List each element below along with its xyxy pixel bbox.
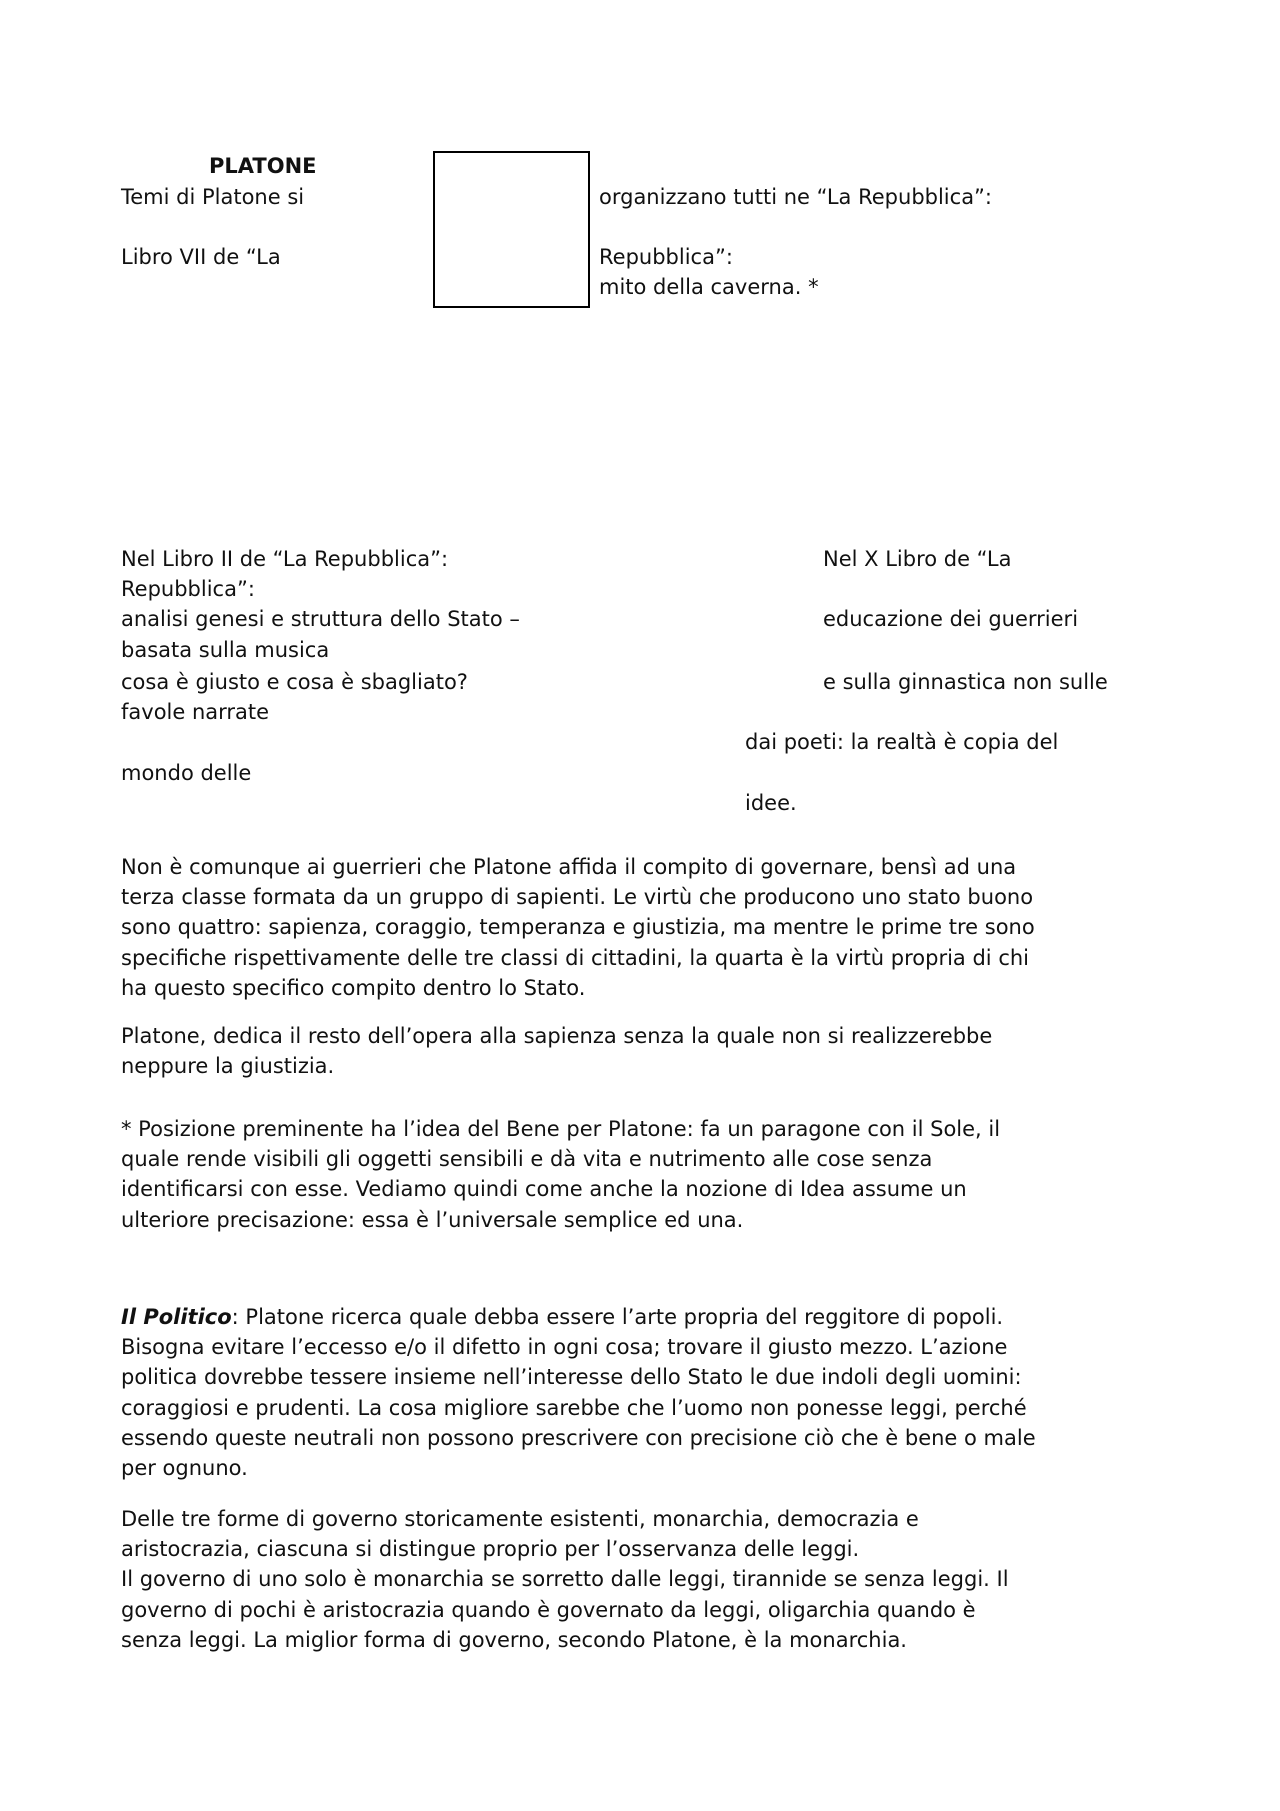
paragraph-line: Il governo di uno solo è monarchia se sorretto dalle leggi, tirannide se senza leggi. Il	[121, 1567, 1009, 1592]
paragraph-line	[121, 1302, 1036, 1332]
image-placeholder-box	[433, 151, 590, 308]
left-column-line: mondo delle	[121, 761, 252, 785]
paragraph-line: quale rende visibili gli oggetti sensibili e dà vita e nutrimento alle cose senza	[121, 1147, 933, 1172]
paragraph-line: * Posizione preminente ha l’idea del Bene per Platone: fa un paragone con il Sole, il	[121, 1117, 1001, 1141]
left-column-line: Repubblica”:	[121, 577, 255, 601]
temi-line: Temi di Platone si	[121, 185, 305, 209]
paragraph-line: governo di pochi è aristocrazia quando è governato da leggi, oligarchia quando è	[121, 1597, 976, 1622]
left-column-line: analisi genesi e struttura dello Stato –	[121, 607, 520, 631]
paragraph-line: sono quattro: sapienza, coraggio, temperanza e giustizia, ma mentre le prime tre sono	[121, 915, 1035, 940]
paragraph-line: essendo queste neutrali non possono prescrivere con precisione ciò che è bene o male	[121, 1425, 1036, 1450]
paragraph-line: politica dovrebbe tessere insieme nell’interesse dello Stato le due indoli degli uomini:	[121, 1365, 1022, 1390]
right-column-line: idee.	[745, 791, 797, 815]
page-title: PLATONE	[209, 154, 317, 178]
paragraph-line: Delle tre forme di governo storicamente esistenti, monarchia, democrazia e	[121, 1507, 919, 1531]
mito-line: mito della caverna. *	[599, 275, 819, 299]
paragraph-politico	[121, 1302, 1036, 1483]
paragraph-line: coraggiosi e prudenti. La cosa migliore sarebbe che l’uomo non ponesse leggi, perché	[121, 1395, 1027, 1420]
paragraph-line: neppure la giustizia.	[121, 1054, 335, 1079]
left-column-line: Nel Libro II de “La Repubblica”:	[121, 547, 449, 571]
paragraph-forme-governo	[121, 1504, 1009, 1655]
right-column-line: Nel X Libro de “La	[823, 547, 1012, 571]
right-column-line: e sulla ginnastica non sulle	[823, 670, 1108, 694]
paragraph-line: ulteriore precisazione: essa è l’universale semplice ed una.	[121, 1207, 744, 1232]
paragraph-bene-note	[121, 1114, 1000, 1235]
left-column-line: basata sulla musica	[121, 638, 330, 662]
paragraph-line: senza leggi. La miglior forma di governo, secondo Platone, è la monarchia.	[121, 1627, 907, 1652]
organizzano-line: organizzano tutti ne “La Repubblica”:	[599, 185, 993, 209]
left-column-line: favole narrate	[121, 700, 270, 724]
paragraph-line: per ognuno.	[121, 1455, 248, 1480]
paragraph-line: Platone, dedica il resto dell’opera alla sapienza senza la quale non si realizzerebbe	[121, 1024, 993, 1048]
politico-heading: Il Politico	[121, 1305, 232, 1329]
politico-first-line: : Platone ricerca quale debba essere l’arte propria del reggitore di popoli.	[231, 1305, 1004, 1329]
right-column-line: educazione dei guerrieri	[823, 607, 1079, 631]
paragraph-line: Bisogna evitare l’eccesso e/o il difetto in ogni cosa; trovare il giusto mezzo. L’azione	[121, 1335, 1008, 1360]
paragraph-governo	[121, 852, 1035, 1003]
libro-vii-line: Libro VII de “La	[121, 245, 281, 269]
paragraph-line: aristocrazia, ciascuna si distingue proprio per l’osservanza delle leggi.	[121, 1537, 860, 1562]
paragraph-line: specifiche rispettivamente delle tre classi di cittadini, la quarta è la virtù propria di chi	[121, 945, 1030, 970]
left-column-line: cosa è giusto e cosa è sbagliato?	[121, 670, 468, 694]
right-column-line: dai poeti: la realtà è copia del	[745, 730, 1059, 754]
paragraph-sapienza	[121, 1021, 992, 1081]
paragraph-line: Non è comunque ai guerrieri che Platone affida il compito di governare, bensì ad una	[121, 855, 1017, 879]
paragraph-line: ha questo specifico compito dentro lo Stato.	[121, 975, 586, 1000]
repubblica-line: Repubblica”:	[599, 245, 733, 269]
paragraph-line: terza classe formata da un gruppo di sapienti. Le virtù che producono uno stato buono	[121, 885, 1034, 910]
paragraph-line: identificarsi con esse. Vediamo quindi come anche la nozione di Idea assume un	[121, 1177, 967, 1202]
